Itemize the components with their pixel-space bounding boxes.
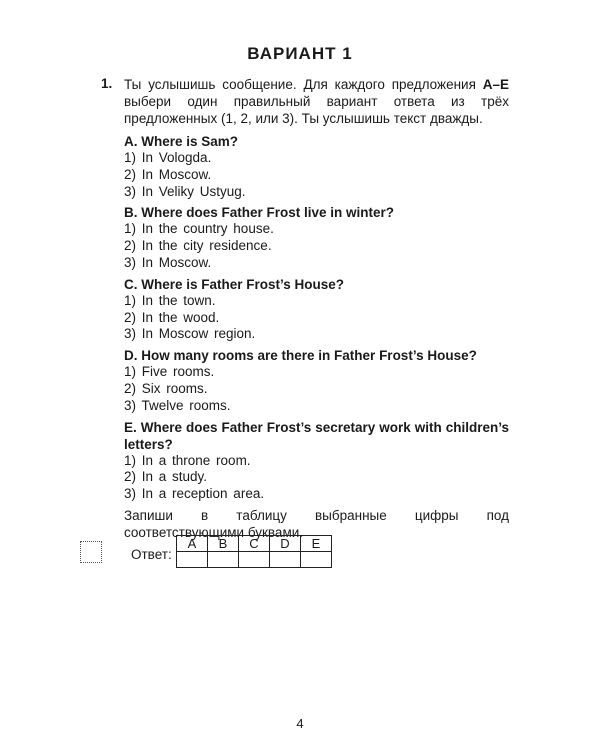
answer-option: 3) In Veliky Ustyug. — [124, 183, 246, 199]
question-text: B. Where does Father Frost live in winter? — [124, 205, 395, 221]
task-1 — [101, 76, 509, 541]
answer-option: 1) Five rooms. — [124, 364, 215, 380]
answer-cell-c[interactable] — [239, 552, 270, 568]
question-e — [124, 419, 509, 503]
answer-label: Ответ: — [131, 547, 172, 562]
answer-cell-a[interactable] — [177, 552, 208, 568]
answer-option: 3) In a reception area. — [124, 486, 265, 502]
question-text: A. Where is Sam? — [124, 134, 239, 149]
intro-text-before: Ты услышишь сообщение. Для каждого предложения — [124, 77, 483, 92]
page-number: 4 — [296, 716, 304, 731]
page-title: ВАРИАНТ 1 — [247, 44, 353, 63]
answer-option: 3) In Moscow. — [124, 254, 212, 270]
answer-option: 2) In a study. — [124, 469, 208, 485]
answer-letter: A — [177, 536, 208, 552]
answer-cell-b[interactable] — [208, 552, 239, 568]
question-text: D. How many rooms are there in Father Frost’s House? — [124, 348, 477, 364]
answer-letter: D — [270, 536, 301, 552]
answer-option: 1) In the town. — [124, 292, 216, 308]
answer-header-row — [177, 536, 332, 552]
task-intro — [124, 76, 509, 127]
answer-cell-e[interactable] — [301, 552, 332, 568]
question-a — [124, 133, 509, 200]
answer-letter: B — [208, 536, 239, 552]
answer-option: 1) In Vologda. — [124, 150, 212, 165]
task-number: 1. — [101, 76, 113, 91]
answer-section — [76, 535, 376, 575]
answer-cell-d[interactable] — [270, 552, 301, 568]
answer-table — [176, 535, 332, 568]
answer-option: 2) In the city residence. — [124, 238, 272, 254]
question-text: E. Where does Father Frost’s secretary work with children’s letters? — [124, 419, 509, 452]
question-b — [124, 204, 509, 271]
question-c — [124, 276, 509, 343]
answer-option: 1) In the country house. — [124, 221, 274, 237]
table-instruction: Запиши в таблицу выбранные цифры под соответствующими буквами. — [124, 507, 509, 540]
answer-option: 1) In a throne room. — [124, 452, 251, 468]
answer-option: 2) In the wood. — [124, 309, 220, 325]
answer-letter: C — [239, 536, 270, 552]
answer-option: 3) Twelve rooms. — [124, 397, 231, 413]
answer-option: 2) In Moscow. — [124, 166, 212, 182]
score-box[interactable] — [80, 541, 102, 563]
answer-option: 3) In Moscow region. — [124, 326, 256, 342]
answer-letter: E — [301, 536, 332, 552]
answer-input-row — [177, 552, 332, 568]
answer-option: 2) Six rooms. — [124, 380, 208, 396]
intro-letters-range: A–E — [482, 77, 509, 92]
question-d — [124, 347, 509, 414]
intro-text-after: выбери один правильный вариант ответа из трёх предложенных (1, 2, или 3). Ты услышишь текст дважды. — [124, 94, 509, 126]
question-text: C. Where is Father Frost’s House? — [124, 276, 345, 292]
question-list — [124, 133, 509, 503]
